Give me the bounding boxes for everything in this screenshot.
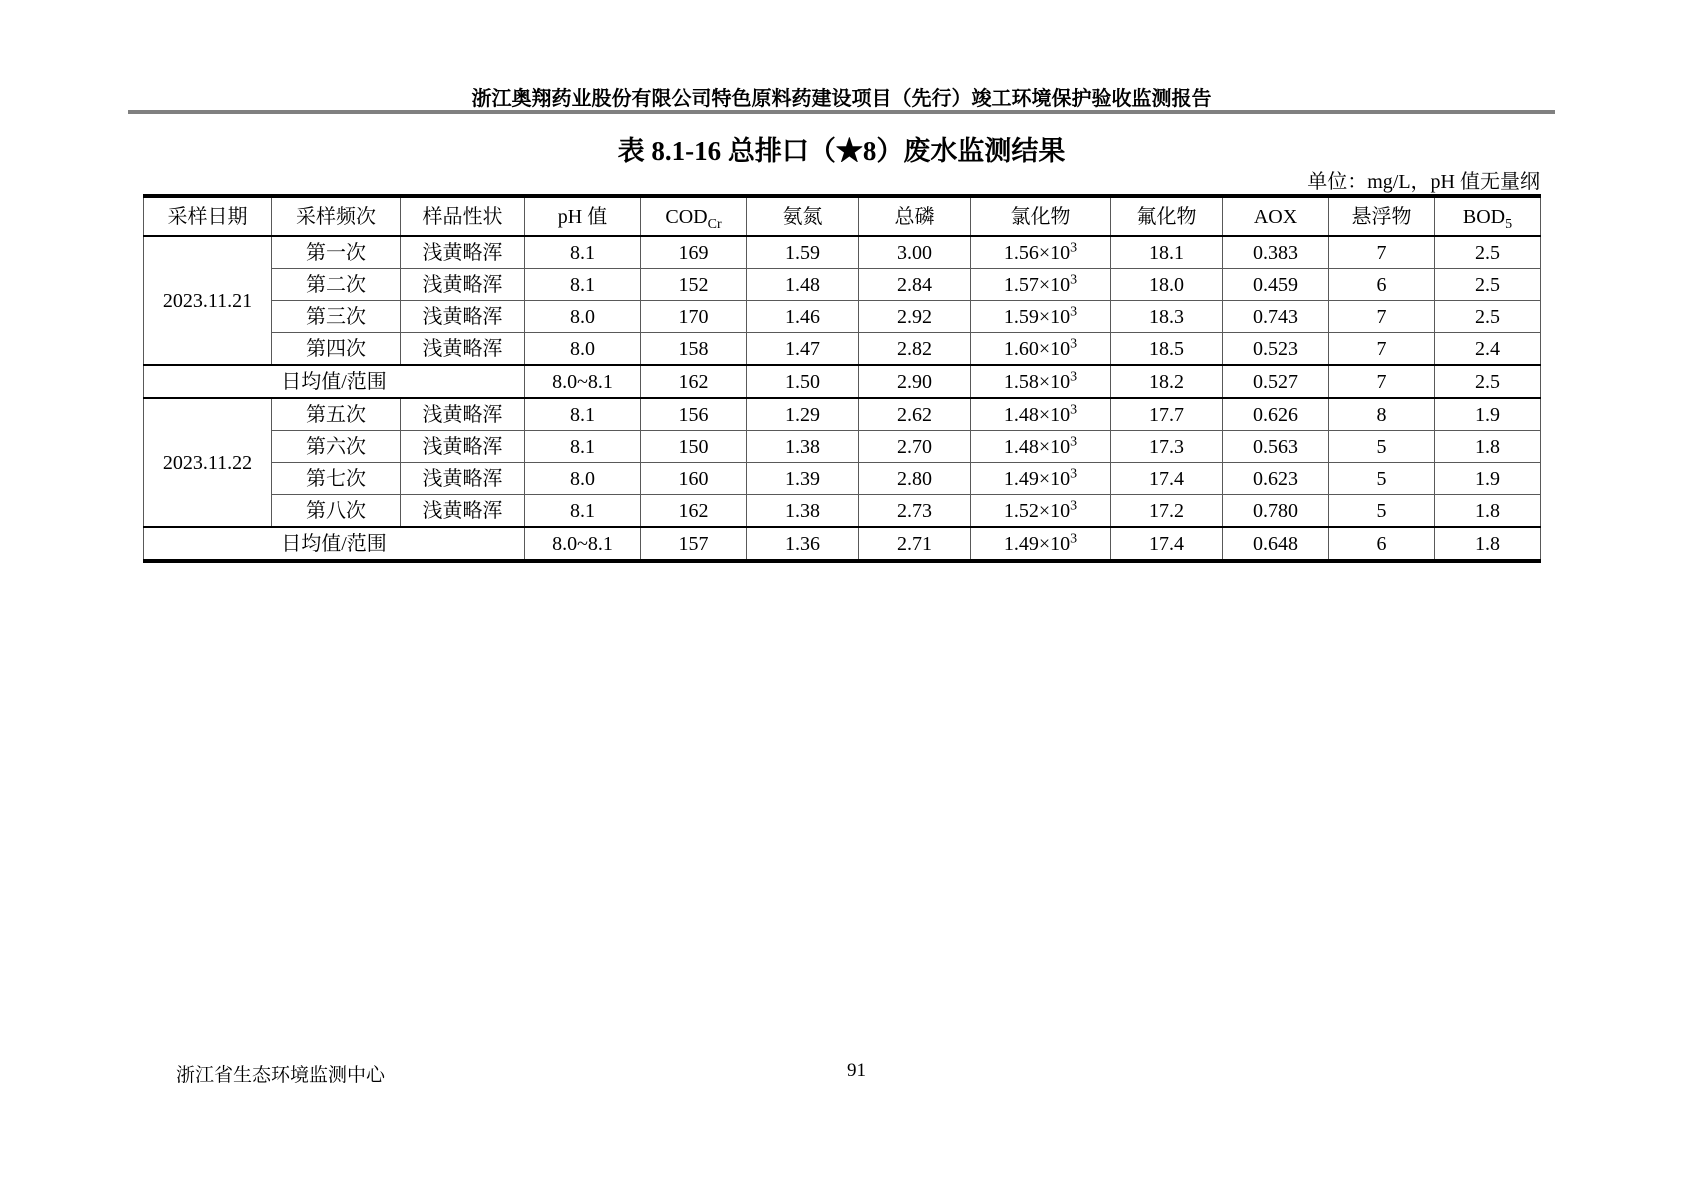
table-row — [144, 333, 1541, 366]
cell-fluoride: 17.3 — [1111, 431, 1223, 463]
cell-ph: 8.0 — [525, 333, 641, 366]
cell-bod: 1.9 — [1435, 463, 1541, 495]
daily-average-row — [144, 365, 1541, 398]
header-row — [144, 196, 1541, 236]
cell-cod: 160 — [641, 463, 747, 495]
cell-suspended-solids: 5 — [1329, 495, 1435, 528]
col-header-bod: $BOD_5$ — [1435, 196, 1541, 236]
cell-aox: 0.527 — [1223, 365, 1329, 398]
cell-appearance: 浅黄略浑 — [401, 463, 525, 495]
cell-appearance: 浅黄略浑 — [401, 301, 525, 333]
cell-aox: 0.523 — [1223, 333, 1329, 366]
cell-date: 2023.11.22 — [144, 398, 272, 527]
cell-date: 2023.11.21 — [144, 236, 272, 365]
cell-chloride: $1.57\times 10^3$ — [971, 269, 1111, 301]
cell-aox: 0.383 — [1223, 236, 1329, 269]
page-number: 91 — [847, 1060, 866, 1081]
cell-chloride: $1.49\times 10^3$ — [971, 527, 1111, 561]
cell-ammonia: 1.47 — [747, 333, 859, 366]
cell-ph: 8.1 — [525, 269, 641, 301]
cell-aox: 0.743 — [1223, 301, 1329, 333]
cell-ammonia: 1.46 — [747, 301, 859, 333]
cell-total-phosphorus: 2.90 — [859, 365, 971, 398]
cell-chloride: $1.56\times 10^3$ — [971, 236, 1111, 269]
cell-bod: 2.4 — [1435, 333, 1541, 366]
cell-suspended-solids: 7 — [1329, 365, 1435, 398]
cell-frequency: 第四次 — [272, 333, 401, 366]
cell-aox: 0.623 — [1223, 463, 1329, 495]
cell-bod: 2.5 — [1435, 301, 1541, 333]
cell-ph: 8.0 — [525, 463, 641, 495]
unit-note: 单位：mg/L，pH 值无量纲 — [1307, 171, 1540, 193]
cell-cod: 150 — [641, 431, 747, 463]
cell-ph: 8.1 — [525, 495, 641, 528]
cell-total-phosphorus: 2.71 — [859, 527, 971, 561]
cell-total-phosphorus: 3.00 — [859, 236, 971, 269]
cell-chloride: $1.59\times 10^3$ — [971, 301, 1111, 333]
cell-chloride: $1.60\times 10^3$ — [971, 333, 1111, 366]
cell-fluoride: 18.1 — [1111, 236, 1223, 269]
page-header-text: 浙江奥翔药业股份有限公司特色原料药建设项目（先行）竣工环境保护验收监测报告 — [471, 88, 1212, 110]
cell-appearance: 浅黄略浑 — [401, 236, 525, 269]
cell-cod: 162 — [641, 495, 747, 528]
table-row — [144, 431, 1541, 463]
col-header-date: 采样日期 — [144, 196, 272, 236]
cell-suspended-solids: 5 — [1329, 463, 1435, 495]
cell-appearance: 浅黄略浑 — [401, 333, 525, 366]
footer-organization: 浙江省生态环境监测中心 — [176, 1065, 386, 1086]
cell-bod: 2.5 — [1435, 269, 1541, 301]
cell-total-phosphorus: 2.62 — [859, 398, 971, 431]
cell-ammonia: 1.50 — [747, 365, 859, 398]
cell-aox: 0.626 — [1223, 398, 1329, 431]
cell-cod: 170 — [641, 301, 747, 333]
cell-bod: 1.8 — [1435, 495, 1541, 528]
cell-fluoride: 18.2 — [1111, 365, 1223, 398]
cell-ph: 8.1 — [525, 398, 641, 431]
cell-chloride: $1.48\times 10^3$ — [971, 398, 1111, 431]
table-row — [144, 236, 1541, 269]
cell-frequency: 第三次 — [272, 301, 401, 333]
cell-suspended-solids: 6 — [1329, 527, 1435, 561]
cell-ph: 8.0~8.1 — [525, 527, 641, 561]
cell-cod: 157 — [641, 527, 747, 561]
cell-chloride: $1.48\times 10^3$ — [971, 431, 1111, 463]
cell-chloride: $1.52\times 10^3$ — [971, 495, 1111, 528]
cell-bod: 1.8 — [1435, 527, 1541, 561]
col-header-cod: $COD_{Cr}$ — [641, 196, 747, 236]
col-header-ammonia: 氨氮 — [747, 196, 859, 236]
table-row — [144, 495, 1541, 528]
cell-ammonia: 1.38 — [747, 495, 859, 528]
cell-appearance: 浅黄略浑 — [401, 398, 525, 431]
cell-frequency: 第五次 — [272, 398, 401, 431]
cell-suspended-solids: 7 — [1329, 333, 1435, 366]
cell-bod: 2.5 — [1435, 365, 1541, 398]
cell-fluoride: 17.2 — [1111, 495, 1223, 528]
cell-fluoride: 17.4 — [1111, 463, 1223, 495]
cell-chloride: $1.58\times 10^3$ — [971, 365, 1111, 398]
cell-total-phosphorus: 2.73 — [859, 495, 971, 528]
cell-ph: 8.1 — [525, 431, 641, 463]
cell-ph: 8.1 — [525, 236, 641, 269]
cell-frequency: 第七次 — [272, 463, 401, 495]
cell-cod: 158 — [641, 333, 747, 366]
cell-fluoride: 18.5 — [1111, 333, 1223, 366]
cell-suspended-solids: 7 — [1329, 301, 1435, 333]
cell-total-phosphorus: 2.84 — [859, 269, 971, 301]
cell-ammonia: 1.29 — [747, 398, 859, 431]
cell-suspended-solids: 6 — [1329, 269, 1435, 301]
wastewater-monitoring-table — [143, 194, 1541, 563]
table-row — [144, 398, 1541, 431]
cell-fluoride: 18.0 — [1111, 269, 1223, 301]
cell-frequency: 第一次 — [272, 236, 401, 269]
cell-bod: 2.5 — [1435, 236, 1541, 269]
col-header-chloride: 氯化物 — [971, 196, 1111, 236]
cell-suspended-solids: 7 — [1329, 236, 1435, 269]
cell-ammonia: 1.36 — [747, 527, 859, 561]
cell-ammonia: 1.59 — [747, 236, 859, 269]
col-header-total-phosphorus: 总磷 — [859, 196, 971, 236]
cell-fluoride: 18.3 — [1111, 301, 1223, 333]
cell-ammonia: 1.39 — [747, 463, 859, 495]
cell-ammonia: 1.38 — [747, 431, 859, 463]
cell-cod: 162 — [641, 365, 747, 398]
cell-cod: 169 — [641, 236, 747, 269]
cell-frequency: 第二次 — [272, 269, 401, 301]
cell-ammonia: 1.48 — [747, 269, 859, 301]
cell-chloride: $1.49\times 10^3$ — [971, 463, 1111, 495]
table-row — [144, 463, 1541, 495]
cell-bod: 1.8 — [1435, 431, 1541, 463]
cell-ph: 8.0 — [525, 301, 641, 333]
cell-aox: 0.459 — [1223, 269, 1329, 301]
table-title: 表 8.1-16 总排口（★8）废水监测结果 — [617, 136, 1066, 166]
cell-fluoride: 17.4 — [1111, 527, 1223, 561]
table-row — [144, 301, 1541, 333]
cell-appearance: 浅黄略浑 — [401, 431, 525, 463]
header-divider — [128, 110, 1555, 114]
col-header-ph: pH 值 — [525, 196, 641, 236]
cell-frequency: 第六次 — [272, 431, 401, 463]
cell-ph: 8.0~8.1 — [525, 365, 641, 398]
cell-total-phosphorus: 2.82 — [859, 333, 971, 366]
table-row — [144, 269, 1541, 301]
cell-aox: 0.780 — [1223, 495, 1329, 528]
col-header-frequency: 采样频次 — [272, 196, 401, 236]
cell-cod: 152 — [641, 269, 747, 301]
cell-appearance: 浅黄略浑 — [401, 269, 525, 301]
col-header-fluoride: 氟化物 — [1111, 196, 1223, 236]
cell-suspended-solids: 8 — [1329, 398, 1435, 431]
cell-fluoride: 17.7 — [1111, 398, 1223, 431]
cell-daily-avg-label: 日均值/范围 — [144, 365, 525, 398]
cell-frequency: 第八次 — [272, 495, 401, 528]
daily-average-row — [144, 527, 1541, 561]
cell-aox: 0.563 — [1223, 431, 1329, 463]
cell-daily-avg-label: 日均值/范围 — [144, 527, 525, 561]
cell-suspended-solids: 5 — [1329, 431, 1435, 463]
cell-total-phosphorus: 2.92 — [859, 301, 971, 333]
col-header-aox: AOX — [1223, 196, 1329, 236]
cell-aox: 0.648 — [1223, 527, 1329, 561]
cell-total-phosphorus: 2.70 — [859, 431, 971, 463]
cell-appearance: 浅黄略浑 — [401, 495, 525, 528]
col-header-appearance: 样品性状 — [401, 196, 525, 236]
cell-cod: 156 — [641, 398, 747, 431]
col-header-suspended-solids: 悬浮物 — [1329, 196, 1435, 236]
cell-bod: 1.9 — [1435, 398, 1541, 431]
cell-total-phosphorus: 2.80 — [859, 463, 971, 495]
